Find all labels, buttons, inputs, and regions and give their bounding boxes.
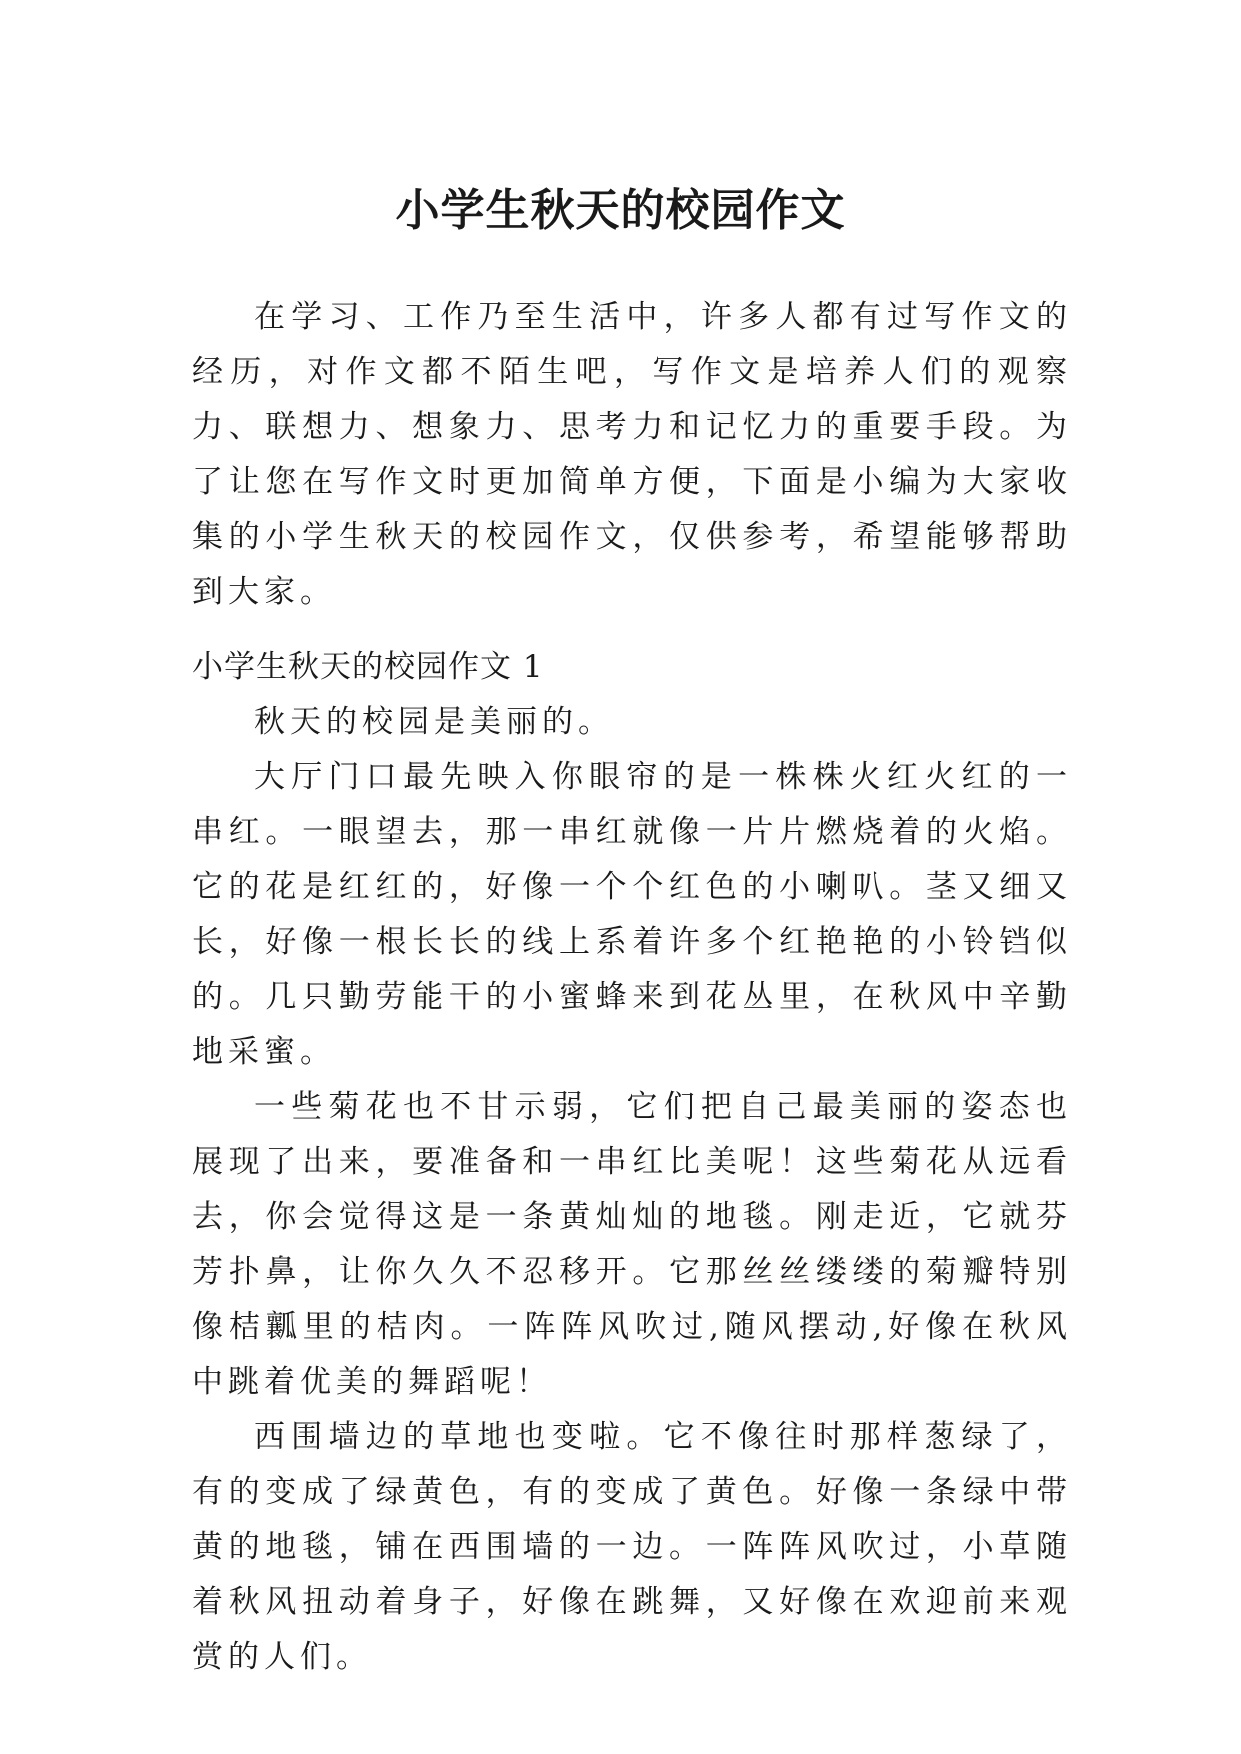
essay-paragraph-2: 大厅门口最先映入你眼帘的是一株株火红火红的一串红。一眼望去，那一串红就像一片片燃烧着的火焰。它的花是红红的，好像一个个红色的小喇叭。茎又细又长，好像一根长长的线上系着许多个红艳艳的小铃铛似的。几只勤劳能干的小蜜蜂来到花丛里，在秋风中辛勤地采蜜。: [192, 759, 1072, 1070]
intro-paragraph: 在学习、工作乃至生活中，许多人都有过写作文的经历，对作文都不陌生吧，写作文是培养人们的观察力、联想力、想象力、思考力和记忆力的重要手段。为了让您在写作文时更加简单方便，下面是小编为大家收集的小学生秋天的校园作文，仅供参考，希望能够帮助到大家。: [192, 299, 1072, 610]
essay-paragraph-3: 一些菊花也不甘示弱，它们把自己最美丽的姿态也展现了出来，要准备和一串红比美呢！这些菊花从远看去，你会觉得这是一条黄灿灿的地毯。刚走近，它就芬芳扑鼻，让你久久不忍移开。它那丝丝缕缕的菊瓣特别像桔瓤里的桔肉。一阵阵风吹过,随风摆动,好像在秋风中跳着优美的舞蹈呢！: [192, 1089, 1072, 1400]
essay-paragraph-1: 秋天的校园是美丽的。: [254, 704, 614, 740]
document-title: 小学生秋天的校园作文: [395, 185, 846, 237]
section-heading: 小学生秋天的校园作文 1: [192, 649, 544, 685]
essay-block: [192, 640, 1072, 1685]
intro-block: [192, 290, 1072, 620]
essay-paragraph-4: 西围墙边的草地也变啦。它不像往时那样葱绿了，有的变成了绿黄色，有的变成了黄色。好像一条绿中带黄的地毯，铺在西围墙的一边。一阵阵风吹过，小草随着秋风扭动着身子，好像在跳舞，又好像在欢迎前来观赏的人们。: [192, 1419, 1072, 1675]
